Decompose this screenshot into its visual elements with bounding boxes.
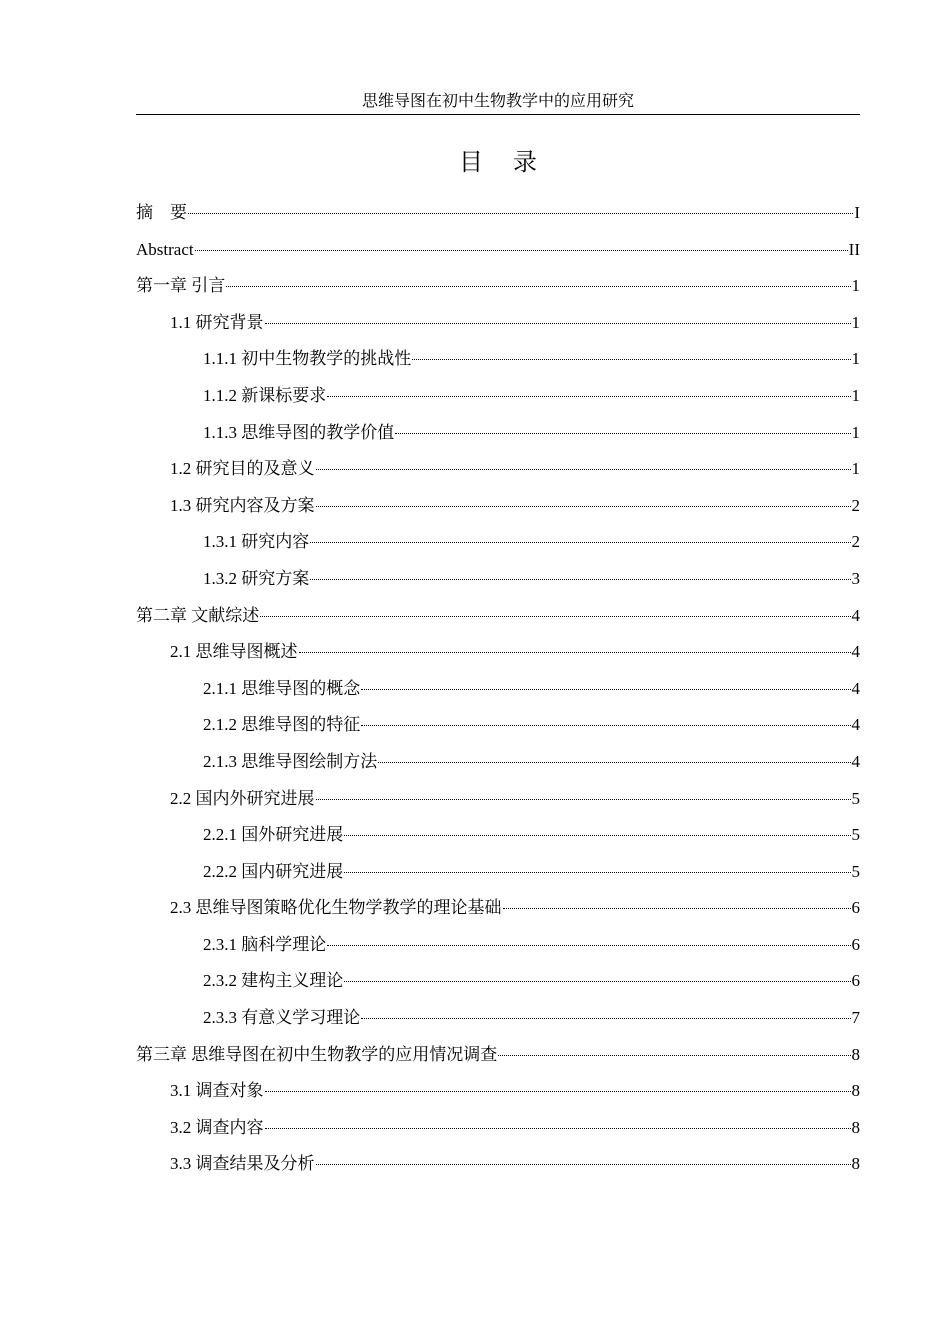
toc-entry-label: 2.1.2 思维导图的特征 xyxy=(203,715,361,735)
dot-leader xyxy=(344,872,850,873)
toc-title-left: 目 xyxy=(459,150,483,176)
toc-entry[interactable] xyxy=(136,749,860,786)
toc-entry-label: 1.1.2 新课标要求 xyxy=(203,385,327,405)
dot-leader xyxy=(265,1128,851,1129)
dot-leader xyxy=(327,396,850,397)
toc-entry-label: 2.3 思维导图策略优化生物学教学的理论基础 xyxy=(170,898,502,918)
dot-leader xyxy=(310,542,850,543)
dot-leader xyxy=(260,616,850,617)
toc-entry-label: 1.3.2 研究方案 xyxy=(203,568,310,588)
toc-entry-page-number: 5 xyxy=(851,861,860,881)
dot-leader xyxy=(310,579,850,580)
toc-entry-page-number: 1 xyxy=(851,385,860,405)
toc-entry-label: 2.2 国内外研究进展 xyxy=(170,788,315,808)
toc-entry-page-number: 6 xyxy=(851,971,860,991)
toc-entry-label: 1.3.1 研究内容 xyxy=(203,532,310,552)
toc-entry[interactable] xyxy=(136,273,860,310)
toc-entry[interactable] xyxy=(136,712,860,749)
running-title: 思维导图在初中生物教学中的应用研究 xyxy=(361,93,634,110)
toc-entry-page-number: 5 xyxy=(851,788,860,808)
toc-entry-label: 2.1.3 思维导图绘制方法 xyxy=(203,751,378,771)
dot-leader xyxy=(503,908,851,909)
running-header xyxy=(136,92,860,115)
toc-entry[interactable] xyxy=(136,493,860,530)
toc-entry-page-number: 8 xyxy=(851,1081,860,1101)
toc-entry[interactable] xyxy=(136,456,860,493)
toc-entry[interactable] xyxy=(136,1151,860,1188)
dot-leader xyxy=(316,1164,851,1165)
toc-entry-page-number: 8 xyxy=(851,1117,860,1137)
toc-entry-page-number: 4 xyxy=(851,715,860,735)
toc-entry[interactable] xyxy=(136,383,860,420)
toc-entry[interactable] xyxy=(136,639,860,676)
toc-list xyxy=(136,200,860,1188)
toc-entry[interactable] xyxy=(136,1115,860,1152)
dot-leader xyxy=(361,1018,850,1019)
toc-title-right: 录 xyxy=(513,150,537,176)
toc-entry-page-number: 4 xyxy=(851,605,860,625)
toc-entry[interactable] xyxy=(136,968,860,1005)
toc-entry-label: 3.1 调查对象 xyxy=(170,1081,264,1101)
toc-entry-page-number: 3 xyxy=(851,568,860,588)
toc-entry-page-number: 1 xyxy=(851,276,860,296)
toc-entry-label: 摘 要 xyxy=(136,203,187,222)
toc-entry[interactable] xyxy=(136,200,860,237)
toc-entry[interactable] xyxy=(136,237,860,274)
toc-entry[interactable] xyxy=(136,346,860,383)
toc-entry-page-number: 5 xyxy=(851,825,860,845)
toc-entry[interactable] xyxy=(136,895,860,932)
toc-entry-label: 1.3 研究内容及方案 xyxy=(170,495,315,515)
toc-entry[interactable] xyxy=(136,603,860,640)
dot-leader xyxy=(188,213,853,214)
toc-entry-page-number: 4 xyxy=(851,678,860,698)
toc-entry-label: 2.3.2 建构主义理论 xyxy=(203,971,344,991)
toc-entry[interactable] xyxy=(136,529,860,566)
toc-entry-label: Abstract xyxy=(136,239,194,259)
toc-entry-page-number: 7 xyxy=(851,1008,860,1028)
toc-entry-page-number: 1 xyxy=(851,459,860,479)
toc-entry-page-number: 1 xyxy=(851,349,860,369)
toc-title xyxy=(136,148,860,178)
dot-leader xyxy=(316,506,851,507)
toc-entry[interactable] xyxy=(136,566,860,603)
toc-entry-label: 1.2 研究目的及意义 xyxy=(170,459,315,479)
dot-leader xyxy=(361,689,850,690)
dot-leader xyxy=(395,433,850,434)
dot-leader xyxy=(378,762,850,763)
toc-entry[interactable] xyxy=(136,1078,860,1115)
toc-entry-page-number: 2 xyxy=(851,532,860,552)
toc-entry[interactable] xyxy=(136,420,860,457)
dot-leader xyxy=(299,652,851,653)
toc-entry-label: 3.2 调查内容 xyxy=(170,1117,264,1137)
dot-leader xyxy=(226,286,850,287)
dot-leader xyxy=(498,1055,850,1056)
toc-entry-page-number: 2 xyxy=(851,495,860,515)
toc-entry-label: 3.3 调查结果及分析 xyxy=(170,1154,315,1174)
toc-entry-label: 1.1 研究背景 xyxy=(170,312,264,332)
dot-leader xyxy=(265,323,851,324)
toc-entry-label: 2.2.2 国内研究进展 xyxy=(203,861,344,881)
dot-leader xyxy=(195,250,848,251)
toc-entry-label: 2.3.3 有意义学习理论 xyxy=(203,1008,361,1028)
toc-entry[interactable] xyxy=(136,859,860,896)
toc-entry[interactable] xyxy=(136,1005,860,1042)
toc-entry[interactable] xyxy=(136,310,860,347)
toc-entry-label: 2.1 思维导图概述 xyxy=(170,642,298,662)
toc-entry-label: 第一章 引言 xyxy=(136,276,226,296)
toc-entry-label: 2.1.1 思维导图的概念 xyxy=(203,678,361,698)
toc-entry-page-number: 4 xyxy=(851,751,860,771)
dot-leader xyxy=(265,1091,851,1092)
toc-entry-page-number: 4 xyxy=(851,642,860,662)
toc-entry[interactable] xyxy=(136,1042,860,1079)
toc-entry-page-number: 8 xyxy=(851,1044,860,1064)
toc-entry-page-number: II xyxy=(848,239,860,259)
dot-leader xyxy=(327,945,850,946)
toc-entry-label: 第二章 文献综述 xyxy=(136,605,260,625)
toc-entry-page-number: 6 xyxy=(851,898,860,918)
toc-entry-page-number: 6 xyxy=(851,934,860,954)
dot-leader xyxy=(316,799,851,800)
dot-leader xyxy=(344,835,850,836)
toc-entry-page-number: 8 xyxy=(851,1154,860,1174)
toc-entry-label: 1.1.3 思维导图的教学价值 xyxy=(203,422,395,442)
toc-entry-label: 第三章 思维导图在初中生物教学的应用情况调查 xyxy=(136,1044,498,1064)
toc-entry[interactable] xyxy=(136,676,860,713)
dot-leader xyxy=(361,725,850,726)
toc-entry-label: 2.3.1 脑科学理论 xyxy=(203,934,327,954)
toc-entry[interactable] xyxy=(136,822,860,859)
toc-entry-page-number: 1 xyxy=(851,422,860,442)
dot-leader xyxy=(316,469,851,470)
toc-entry[interactable] xyxy=(136,786,860,823)
toc-entry[interactable] xyxy=(136,932,860,969)
toc-entry-page-number: 1 xyxy=(851,312,860,332)
toc-entry-label: 1.1.1 初中生物教学的挑战性 xyxy=(203,349,412,369)
dot-leader xyxy=(412,359,850,360)
toc-entry-label: 2.2.1 国外研究进展 xyxy=(203,825,344,845)
toc-entry-page-number: I xyxy=(854,203,860,222)
dot-leader xyxy=(344,981,850,982)
